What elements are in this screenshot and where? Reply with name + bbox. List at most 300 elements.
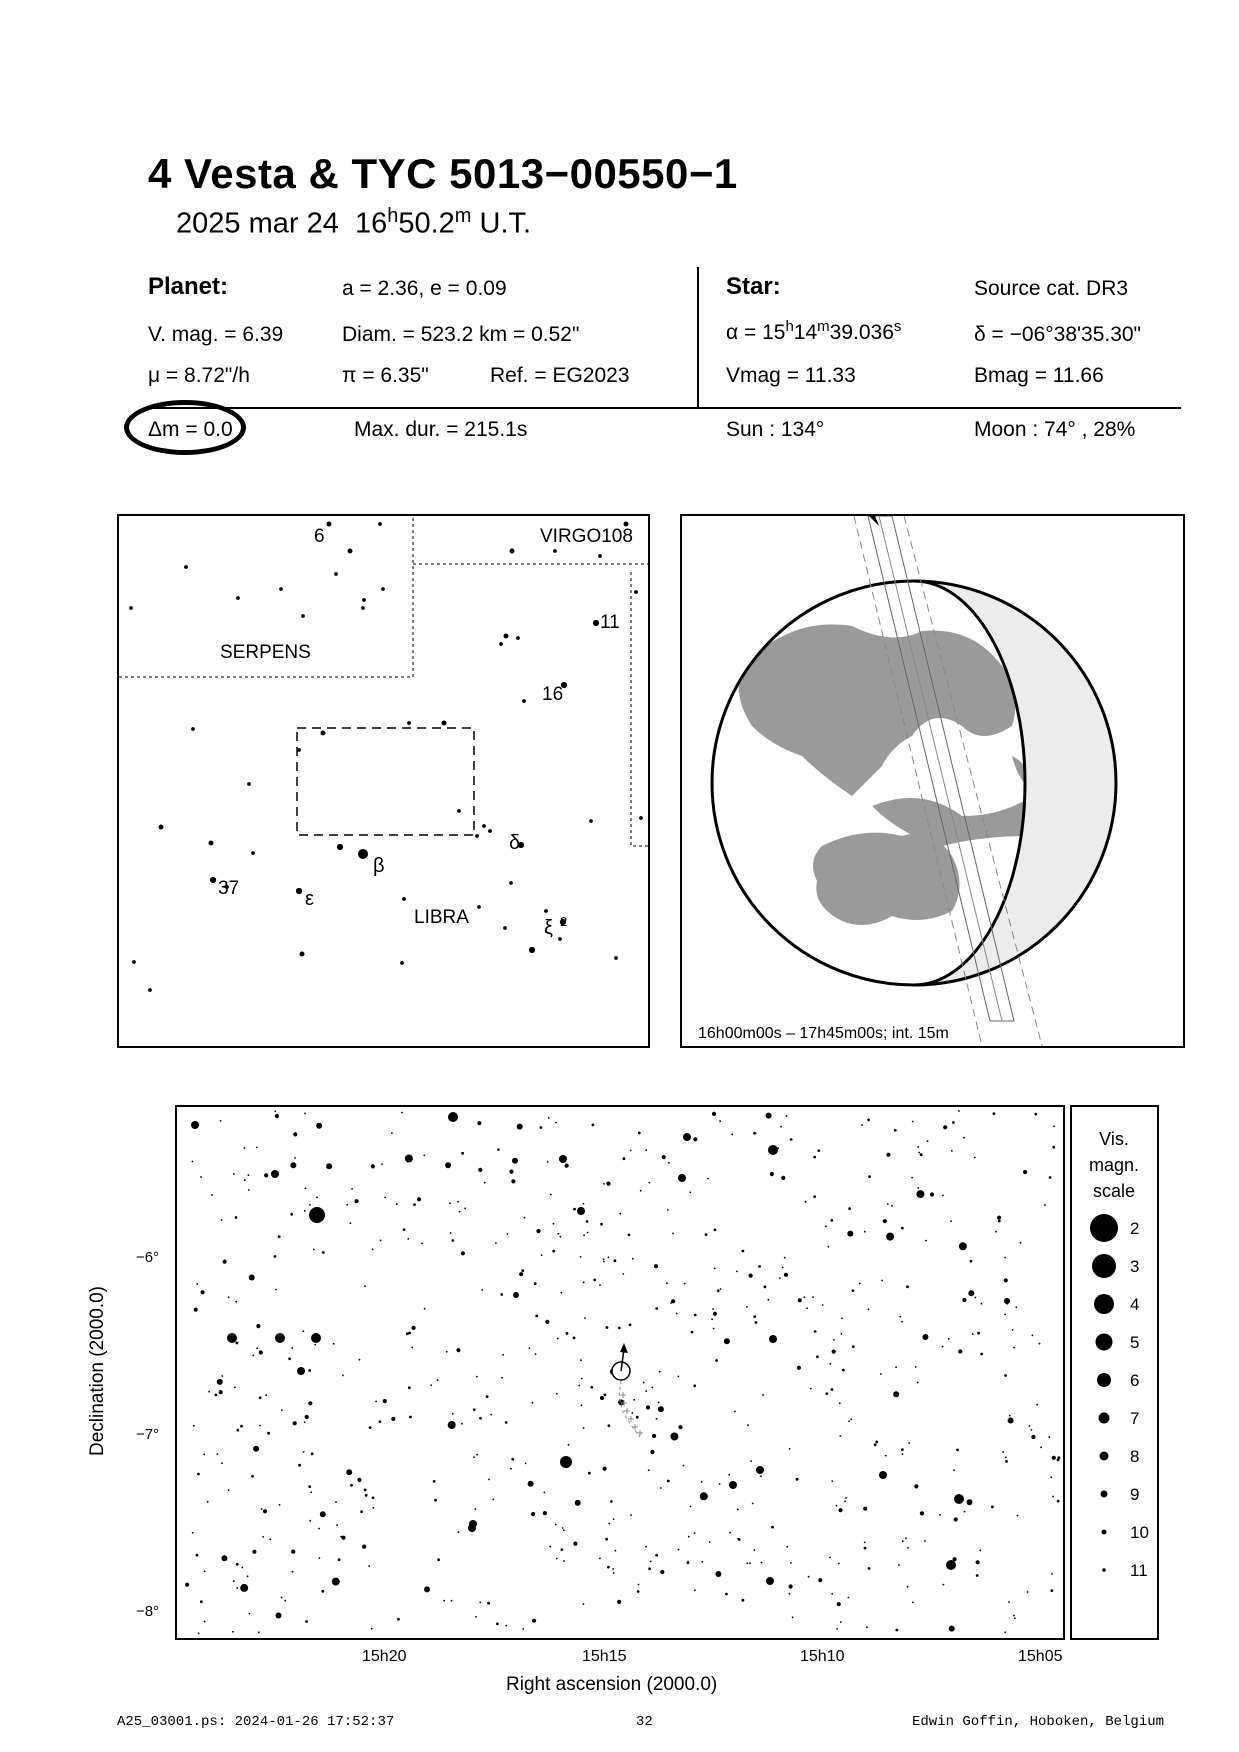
chart-star (831, 1388, 834, 1391)
chart-star (1027, 1591, 1029, 1593)
chart-star (461, 1251, 465, 1255)
chart-star (406, 1332, 409, 1335)
chart-star (580, 1359, 582, 1361)
chart-star (368, 1565, 370, 1567)
chart-star (1004, 1278, 1008, 1282)
label-delta: δ (509, 832, 521, 854)
chart-star (271, 1170, 279, 1178)
chart-star (308, 1369, 311, 1372)
chart-star (338, 1558, 341, 1561)
chart-star (196, 1554, 199, 1557)
chart-star (901, 1448, 904, 1451)
scale-dot-mag-4 (1094, 1294, 1114, 1314)
chart-star (204, 1621, 206, 1623)
chart-star (766, 1577, 774, 1585)
finder-star (381, 587, 385, 591)
chart-star (276, 1613, 282, 1619)
chart-star (371, 1164, 375, 1168)
finder-star (553, 549, 557, 553)
chart-star (628, 1233, 631, 1236)
chart-star (409, 1416, 412, 1419)
chart-star (690, 1506, 692, 1508)
chart-star (786, 1115, 788, 1117)
chart-star (332, 1578, 340, 1586)
chart-star (236, 1342, 239, 1345)
chart-star (694, 1314, 697, 1317)
chart-star (193, 1425, 195, 1427)
chart-star (265, 1394, 267, 1396)
label-beta: β (373, 855, 385, 877)
chart-star (970, 1260, 973, 1263)
chart-star (443, 1600, 445, 1602)
chart-star (836, 1628, 838, 1630)
chart-star (391, 1417, 395, 1421)
chart-star (413, 1203, 416, 1206)
chart-star (974, 1157, 976, 1159)
chart-star (215, 1394, 218, 1397)
label-serpens: SERPENS (220, 642, 311, 663)
chart-star (304, 1210, 306, 1212)
event-date (176, 205, 531, 241)
chart-star (200, 1176, 202, 1178)
chart-star (991, 1505, 994, 1508)
chart-star (456, 1348, 460, 1352)
chart-star (614, 1259, 617, 1262)
chart-star (848, 1597, 850, 1599)
chart-star (606, 1326, 609, 1329)
chart-star (607, 1566, 610, 1569)
scale-title-3: scale (1092, 1181, 1136, 1201)
chart-star (925, 1240, 927, 1242)
chart-star (421, 1243, 423, 1245)
chart-star (252, 1550, 256, 1554)
chart-star (1052, 1146, 1055, 1149)
chart-star (920, 1153, 923, 1156)
chart-star (770, 1172, 774, 1176)
chart-star (405, 1155, 413, 1163)
date-ut: U.T. (479, 207, 532, 240)
chart-star (372, 1507, 374, 1509)
chart-star (684, 1283, 686, 1285)
chart-star (1014, 1617, 1016, 1619)
chart-star (256, 1324, 260, 1328)
chart-star (922, 1334, 928, 1340)
chart-star (561, 1292, 563, 1294)
chart-star (251, 1475, 254, 1478)
chart-star (211, 1194, 213, 1196)
zoom-field-box (297, 728, 474, 835)
chart-star (949, 1626, 955, 1632)
planet-ref: Ref. = EG2023 (490, 364, 630, 387)
chart-star (847, 1231, 853, 1237)
chart-star (249, 1613, 251, 1615)
chart-star (790, 1138, 793, 1141)
chart-star (840, 1621, 842, 1623)
star-ra-prefix: α = 15 (726, 321, 786, 344)
chart-star (318, 1528, 320, 1530)
chart-star (534, 1282, 537, 1285)
chart-star (655, 1554, 658, 1557)
chart-star (511, 1179, 515, 1183)
chart-star (610, 1500, 613, 1503)
chart-star (688, 1536, 690, 1538)
chart-star (613, 1518, 615, 1520)
finder-star (378, 522, 382, 526)
chart-star (1057, 1458, 1060, 1461)
finder-star (634, 590, 638, 594)
chart-star (275, 1333, 285, 1343)
chart-star (861, 1124, 863, 1126)
scale-label-mag-7: 7 (1130, 1409, 1140, 1428)
chart-star (683, 1465, 685, 1467)
chart-star (383, 1399, 387, 1403)
chart-star (577, 1207, 585, 1215)
chart-star (650, 1450, 654, 1454)
finder-star (348, 549, 353, 554)
chart-star (350, 1222, 352, 1224)
chart-star (519, 1272, 523, 1276)
scale-dot-mag-2 (1090, 1214, 1118, 1242)
label-libra: LIBRA (414, 907, 469, 928)
chart-star (203, 1454, 205, 1456)
chart-star (868, 1567, 871, 1570)
chart-star (1057, 1500, 1060, 1503)
chart-star (573, 1208, 576, 1211)
scale-title-2: magn. (1088, 1155, 1140, 1175)
chart-star (430, 1384, 432, 1386)
chart-star (298, 1464, 301, 1467)
chart-star (678, 1549, 680, 1551)
chart-star (927, 1140, 929, 1142)
chart-star (918, 1152, 920, 1154)
chart-star (288, 1357, 291, 1360)
scale-dot-mag-8 (1100, 1452, 1109, 1461)
scale-dot-mag-6 (1097, 1373, 1111, 1387)
star-source: Source cat. DR3 (974, 277, 1129, 300)
chart-star (354, 1199, 358, 1203)
chart-star (812, 1296, 814, 1298)
chart-star (749, 1274, 753, 1278)
footer-page: 32 (636, 1714, 653, 1730)
chart-star (247, 1575, 249, 1577)
chart-star (525, 1463, 527, 1465)
chart-star (886, 1153, 890, 1157)
chart-star (407, 1238, 409, 1240)
chart-star (433, 1480, 436, 1483)
chart-star (615, 1550, 617, 1552)
chart-star (1012, 1329, 1014, 1331)
scale-dot-mag-3 (1092, 1254, 1116, 1278)
chart-star (223, 1260, 227, 1264)
chart-star (648, 1567, 651, 1570)
chart-star (714, 1228, 717, 1231)
date-h-unit: h (387, 205, 399, 227)
event-moon: Moon : 74° , 28% (974, 418, 1136, 441)
chart-star (911, 1177, 913, 1179)
chart-star (599, 1558, 601, 1560)
finder-star (132, 960, 136, 964)
chart-star (477, 1121, 481, 1125)
chart-star (705, 1233, 708, 1236)
chart-star (747, 1424, 749, 1426)
y-axis-label: Declination (2000.0) (87, 1285, 108, 1457)
chart-star (951, 1150, 953, 1152)
chart-star (262, 1536, 264, 1538)
chart-star (553, 1223, 555, 1225)
chart-star (742, 1250, 745, 1253)
chart-star (656, 1418, 658, 1420)
chart-star (907, 1547, 909, 1549)
chart-star (365, 1494, 368, 1497)
chart-star (652, 1434, 656, 1438)
chart-star (658, 1406, 664, 1412)
chart-star (335, 1501, 337, 1503)
chart-star (549, 1546, 551, 1548)
planet-heading: Planet: (148, 273, 229, 300)
chart-star (256, 1347, 258, 1349)
chart-star (305, 1415, 309, 1419)
chart-star (768, 1299, 770, 1301)
chart-star (220, 1120, 222, 1122)
chart-star (583, 1427, 585, 1429)
chart-star (500, 1293, 503, 1296)
chart-star (839, 1435, 841, 1437)
chart-star (671, 1299, 675, 1303)
chart-star (683, 1133, 691, 1141)
chart-star (691, 1331, 694, 1334)
chart-star (372, 1249, 374, 1251)
ytick-6: −6° (136, 1249, 160, 1266)
chart-star (248, 1189, 250, 1191)
chart-star (789, 1593, 791, 1595)
chart-star (724, 1338, 730, 1344)
chart-star (326, 1163, 332, 1169)
chart-star (234, 1387, 236, 1389)
chart-star (713, 1312, 717, 1316)
chart-star (678, 1376, 680, 1378)
chart-star (476, 1376, 478, 1378)
scale-label-mag-4: 4 (1130, 1295, 1140, 1314)
chart-star (492, 1498, 494, 1500)
chart-star (448, 1421, 456, 1429)
chart-star (232, 1631, 234, 1633)
star-heading: Star: (726, 273, 781, 300)
chart-star (813, 1156, 816, 1159)
table-divider-vertical (697, 267, 699, 408)
chart-star (568, 1444, 570, 1446)
chart-star (316, 1123, 322, 1129)
chart-star (864, 1231, 866, 1233)
chart-star (828, 1246, 830, 1248)
ytick-7: −7° (136, 1426, 160, 1443)
chart-star (293, 1132, 297, 1136)
chart-star (543, 1511, 547, 1515)
chart-star (281, 1409, 283, 1411)
chart-star (786, 1546, 788, 1548)
chart-star (475, 1616, 477, 1618)
finder-star (361, 606, 365, 610)
chart-star (1017, 1515, 1019, 1517)
chart-star (1031, 1429, 1033, 1431)
star-ra-mid: 14 (793, 321, 818, 344)
chart-star (437, 1558, 440, 1561)
chart-star (555, 1524, 557, 1526)
chart-star (668, 1162, 670, 1164)
chart-star (411, 1347, 413, 1349)
chart-star (636, 1416, 639, 1419)
chart-star (659, 1371, 661, 1373)
chart-star (264, 1173, 268, 1177)
chart-star (864, 1542, 866, 1544)
finder-star (184, 565, 188, 569)
chart-star (314, 1344, 316, 1346)
xtick-15h05: 15h05 (1018, 1648, 1063, 1665)
chart-star (784, 1257, 786, 1259)
finder-star (327, 522, 332, 527)
chart-star (253, 1446, 259, 1452)
finder-star (362, 598, 366, 602)
chart-star (1008, 1601, 1010, 1603)
chart-star (486, 1395, 489, 1398)
chart-star (603, 1467, 607, 1471)
chart-star (886, 1233, 894, 1241)
chart-star (1044, 1204, 1046, 1206)
chart-star (818, 1578, 822, 1582)
chart-star (446, 1351, 448, 1353)
chart-star (528, 1481, 534, 1487)
chart-star (866, 1626, 868, 1628)
chart-star (236, 1587, 238, 1589)
chart-star (588, 1472, 591, 1475)
chart-star (997, 1216, 1001, 1220)
chart-star (1053, 1125, 1055, 1127)
chart-star (541, 1254, 543, 1256)
chart-star (719, 1483, 721, 1485)
chart-star (379, 1420, 382, 1423)
chart-star (943, 1584, 945, 1586)
chart-star (408, 1386, 411, 1389)
chart-star (805, 1201, 807, 1203)
event-max-duration: Max. dur. = 215.1s (354, 418, 528, 441)
chart-star (864, 1547, 867, 1550)
chart-star (417, 1197, 421, 1201)
chart-star (461, 1423, 463, 1425)
chart-star (667, 1480, 670, 1483)
chart-star (313, 1249, 315, 1251)
chart-star (256, 1147, 258, 1149)
chart-star (228, 1296, 230, 1298)
event-delta-mag: Δm = 0.0 (148, 418, 233, 441)
chart-star (204, 1571, 206, 1573)
chart-star (575, 1500, 581, 1506)
finder-star (499, 642, 503, 646)
chart-star (779, 1277, 781, 1279)
chart-star (652, 1387, 654, 1389)
chart-star (319, 1557, 321, 1559)
chart-star (559, 1155, 567, 1163)
chart-star (887, 1203, 889, 1205)
chart-star (194, 1308, 198, 1312)
scale-label-mag-2: 2 (1130, 1219, 1140, 1238)
chart-star (248, 1174, 250, 1176)
footer-author: Edwin Goffin, Hoboken, Belgium (912, 1714, 1165, 1730)
chart-star (797, 1366, 801, 1370)
finder-star (148, 988, 152, 992)
chart-star (629, 1323, 632, 1326)
chart-star (316, 1197, 318, 1199)
finder-star (334, 572, 338, 576)
chart-star (590, 1386, 593, 1389)
chart-star (841, 1333, 843, 1335)
chart-star (962, 1298, 966, 1302)
chart-star (749, 1562, 751, 1564)
chart-star (259, 1425, 261, 1427)
scale-label-mag-5: 5 (1130, 1333, 1140, 1352)
chart-star (259, 1396, 262, 1399)
date-m-unit: m (454, 205, 472, 227)
chart-star (284, 1600, 286, 1602)
chart-star (243, 1147, 245, 1149)
chart-star (450, 1232, 452, 1234)
chart-star (1004, 1631, 1006, 1633)
chart-star (507, 1233, 509, 1235)
chart-star (808, 1576, 810, 1578)
chart-star (302, 1330, 304, 1332)
chart-star (424, 1586, 430, 1592)
star-chart-svg (177, 1107, 1063, 1638)
chart-star (833, 1339, 835, 1341)
label-star-16: 16 (542, 684, 564, 705)
chart-star (200, 1600, 203, 1603)
chart-star (478, 1168, 482, 1172)
chart-star (501, 1377, 503, 1379)
chart-star (475, 1508, 477, 1510)
chart-star (521, 1269, 524, 1272)
chart-star (573, 1337, 576, 1340)
chart-star (452, 1413, 454, 1415)
chart-star (305, 1188, 307, 1190)
planet-parallax: π = 6.35" (342, 364, 429, 387)
label-xi: ξ (544, 917, 553, 939)
chart-star (709, 1541, 711, 1543)
chart-star (959, 1242, 967, 1250)
chart-star (1039, 1343, 1041, 1345)
chart-star (711, 1318, 713, 1320)
chart-star (660, 1487, 662, 1489)
chart-star (1048, 1436, 1050, 1438)
chart-star (844, 1501, 846, 1503)
chart-star (1013, 1615, 1015, 1617)
chart-star (953, 1557, 957, 1561)
chart-star (274, 1255, 277, 1258)
chart-star (972, 1333, 974, 1335)
chart-star (980, 1353, 983, 1356)
chart-star (693, 1384, 696, 1387)
chart-star (1002, 1451, 1004, 1453)
date-day: 2025 mar 24 (176, 207, 339, 240)
chart-star (789, 1584, 793, 1588)
finder-chart (117, 514, 650, 1048)
chart-star (825, 1392, 828, 1395)
date-hours: 16 (354, 207, 388, 240)
chart-star (948, 1338, 950, 1340)
chart-star (645, 1390, 647, 1392)
chart-star (608, 1257, 610, 1259)
finder-star (522, 699, 526, 703)
chart-star (906, 1285, 909, 1288)
footer-file: A25_03001.ps: 2024-01-26 17:52:37 (117, 1714, 395, 1730)
chart-star (560, 1456, 572, 1468)
